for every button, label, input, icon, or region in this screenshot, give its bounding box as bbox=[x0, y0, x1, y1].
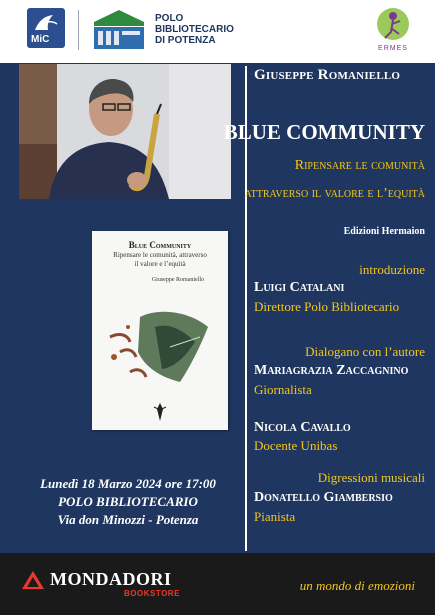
header-bar bbox=[0, 0, 435, 63]
polo-bibliotecario-logo-icon bbox=[90, 6, 148, 52]
book-title: BLUE COMMUNITY bbox=[223, 120, 425, 144]
mondadori-rose-icon bbox=[22, 571, 44, 589]
author-name: Giuseppe Romaniello bbox=[254, 67, 401, 83]
intro-name: Luigi Catalani bbox=[254, 280, 345, 295]
speaker2-desc: Docente Unibas bbox=[254, 438, 338, 453]
music-desc: Pianista bbox=[254, 509, 296, 524]
polo-name-line1: POLO bbox=[155, 13, 184, 24]
event-venue: POLO BIBLIOTECARIO bbox=[58, 494, 198, 509]
publisher: Edizioni Hermaion bbox=[343, 226, 425, 237]
polo-bibliotecario-name bbox=[155, 13, 234, 46]
event-date: Lunedì 18 Marzo 2024 ore 17:00 bbox=[40, 476, 216, 491]
hermaion-logo-icon bbox=[150, 401, 170, 423]
speaker2-name: Nicola Cavallo bbox=[254, 420, 351, 435]
footer-tagline: un mondo di emozioni bbox=[299, 578, 415, 593]
book-subtitle bbox=[244, 152, 425, 208]
event-address: Via don Minozzi - Potenza bbox=[57, 512, 199, 527]
speaker1-name: Mariagrazia Zaccagnino bbox=[254, 363, 409, 378]
mic-logo bbox=[27, 8, 65, 48]
speaker1-desc: Giornalista bbox=[254, 382, 312, 397]
book-cover-subtitle-line2: il valore e l’equità bbox=[134, 260, 186, 268]
ermes-label: ERMES bbox=[378, 45, 408, 52]
music-role: Digressioni musicali bbox=[317, 470, 425, 485]
book-cover bbox=[92, 231, 228, 430]
mic-emblem-icon bbox=[33, 12, 59, 34]
intro-role: introduzione bbox=[359, 262, 425, 277]
mondadori-bookstore: BOOKSTORE bbox=[124, 589, 180, 598]
book-cover-subtitle bbox=[92, 251, 228, 269]
book-cover-illustration bbox=[100, 297, 220, 389]
book-cover-author: Giuseppe Romaniello bbox=[151, 277, 204, 283]
footer-bar bbox=[0, 553, 435, 615]
mondadori-brand: MONDADORI bbox=[50, 569, 172, 589]
intro-desc: Direttore Polo Bibliotecario bbox=[254, 299, 400, 314]
book-cover-subtitle-line1: Ripensare le comunità, attraverso bbox=[113, 251, 207, 259]
header-divider bbox=[78, 10, 79, 50]
polo-name-line2: BIBLIOTECARIO bbox=[155, 24, 234, 35]
music-name: Donatello Giambersio bbox=[254, 490, 393, 505]
book-cover-title: Blue Community bbox=[128, 240, 192, 250]
subtitle-line2: attraverso il valore e l’equità bbox=[244, 186, 425, 201]
mic-label: MiC bbox=[31, 34, 50, 45]
dialogue-role: Dialogano con l’autore bbox=[305, 344, 425, 359]
subtitle-line1: Ripensare le comunità bbox=[294, 158, 425, 173]
author-photo bbox=[19, 64, 231, 199]
polo-name-line3: DI POTENZA bbox=[155, 35, 216, 46]
